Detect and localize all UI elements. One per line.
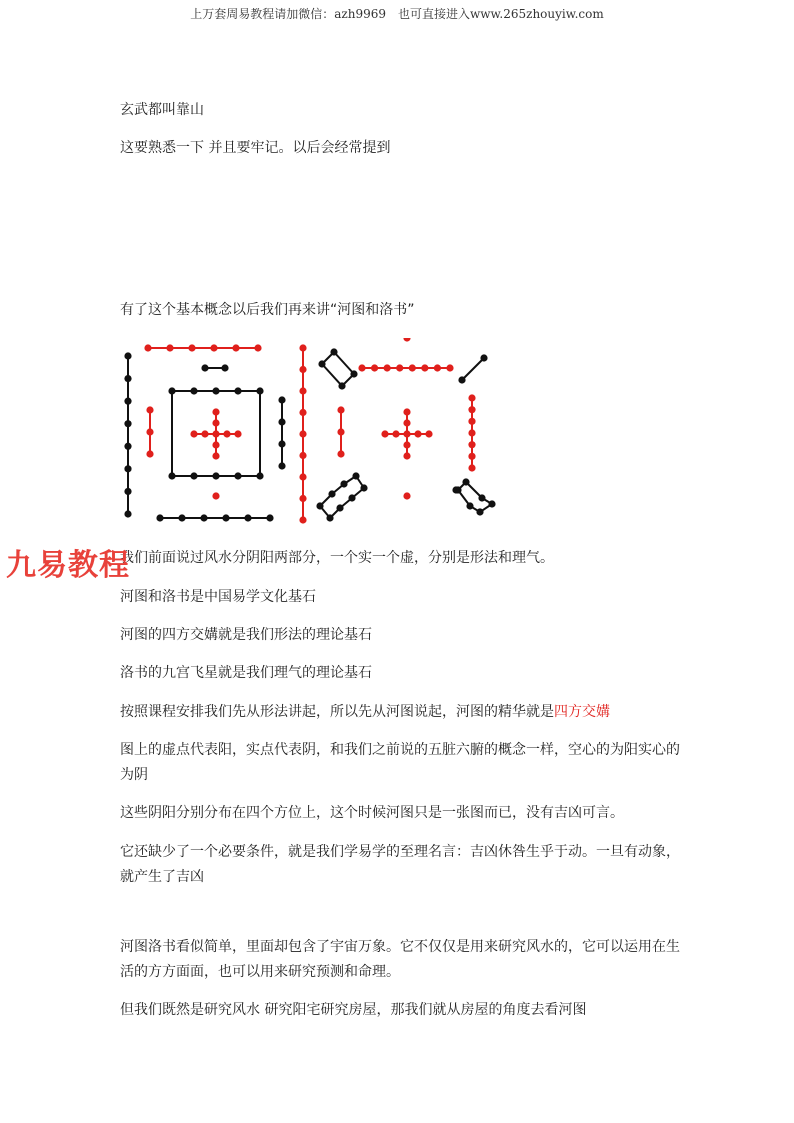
hetu-dot bbox=[468, 418, 475, 425]
hetu-dot bbox=[336, 504, 343, 511]
paragraph: 这些阴阳分别分布在四个方位上，这个时候河图只是一张图而已，没有吉凶可言。 bbox=[120, 805, 624, 821]
hetu-dot bbox=[468, 429, 475, 436]
hetu-dot bbox=[212, 492, 219, 499]
hetu-dot bbox=[299, 473, 306, 480]
hetu-dot bbox=[299, 430, 306, 437]
paragraph: 我们前面说过风水分阴阳两部分，一个实一个虚，分别是形法和理气。 bbox=[120, 550, 554, 566]
hetu-dot bbox=[421, 364, 428, 371]
hetu-dot bbox=[299, 452, 306, 459]
hetu-dot bbox=[212, 419, 219, 426]
hetu-dot bbox=[210, 344, 217, 351]
hetu-dot bbox=[278, 396, 285, 403]
hetu-dot bbox=[234, 430, 241, 437]
hetu-dot bbox=[403, 452, 410, 459]
hetu-dot bbox=[266, 514, 273, 521]
hetu-dot bbox=[124, 465, 131, 472]
hetu-dot bbox=[468, 406, 475, 413]
hetu-dot bbox=[223, 430, 230, 437]
hetu-dot bbox=[156, 514, 163, 521]
hetu-dot bbox=[201, 364, 208, 371]
hetu-dot bbox=[278, 418, 285, 425]
hetu-link bbox=[462, 358, 484, 380]
hetu-dot bbox=[478, 494, 485, 501]
hetu-dot bbox=[256, 472, 263, 479]
hetu-dot bbox=[124, 398, 131, 405]
hetu-dot bbox=[146, 428, 153, 435]
hetu-dot bbox=[452, 486, 459, 493]
watermark-logo: 九易教程 bbox=[6, 548, 130, 583]
hetu-dot bbox=[299, 366, 306, 373]
hetu-dot bbox=[403, 441, 410, 448]
page-header: 上万套周易教程请加微信：azh9969 也可直接进入www.265zhouyiw.com bbox=[190, 7, 604, 21]
hetu-dot bbox=[458, 376, 465, 383]
hetu-dot bbox=[124, 375, 131, 382]
hetu-dot bbox=[337, 406, 344, 413]
hetu-dot bbox=[468, 453, 475, 460]
hetu-dot bbox=[403, 419, 410, 426]
paragraph: 玄武都叫靠山 bbox=[120, 102, 204, 118]
hetu-dot bbox=[124, 352, 131, 359]
hetu-dot bbox=[124, 443, 131, 450]
paragraph: 河图和洛书是中国易学文化基石 bbox=[120, 589, 316, 605]
hetu-dot bbox=[212, 441, 219, 448]
paragraph: 河图的四方交媾就是我们形法的理论基石 bbox=[120, 627, 372, 643]
paragraph: 洛书的九宫飞星就是我们理气的理论基石 bbox=[120, 665, 372, 681]
hetu-dot bbox=[434, 364, 441, 371]
hetu-dot bbox=[146, 406, 153, 413]
hetu-dot bbox=[278, 440, 285, 447]
hetu-dot bbox=[222, 514, 229, 521]
highlight-text: 四方交媾 bbox=[554, 704, 610, 720]
hetu-dot bbox=[446, 364, 453, 371]
hetu-dot bbox=[200, 514, 207, 521]
hetu-dot bbox=[146, 450, 153, 457]
paragraph: 图上的虚点代表阳，实点代表阴，和我们之前说的五脏六腑的概念一样，空心的为阳实心的为阴 bbox=[120, 742, 680, 783]
hetu-dot bbox=[337, 450, 344, 457]
hetu-dot bbox=[124, 420, 131, 427]
hetu-dot bbox=[371, 364, 378, 371]
paragraph: 这要熟悉一下 并且要牢记。以后会经常提到 bbox=[120, 140, 391, 156]
paragraph: 有了这个基本概念以后我们再来讲“河图和洛书” bbox=[120, 302, 415, 318]
hetu-dot bbox=[190, 387, 197, 394]
hetu-dot bbox=[178, 514, 185, 521]
hetu-link bbox=[322, 352, 334, 364]
hetu-dot bbox=[466, 502, 473, 509]
hetu-dot bbox=[124, 510, 131, 517]
paragraph-text: 按照课程安排我们先从形法讲起，所以先从河图说起，河图的精华就是 bbox=[120, 704, 554, 720]
hetu-dot bbox=[201, 430, 208, 437]
paragraph: 它还缺少了一个必要条件，就是我们学易学的至理名言：吉凶休咎生乎于动。一旦有动象，就产生了吉凶 bbox=[120, 844, 680, 885]
hetu-dot bbox=[392, 430, 399, 437]
hetu-dot bbox=[190, 472, 197, 479]
hetu-dot bbox=[168, 472, 175, 479]
hetu-dot bbox=[337, 428, 344, 435]
hetu-dot bbox=[299, 387, 306, 394]
hetu-dot bbox=[348, 494, 355, 501]
hetu-link bbox=[342, 374, 354, 386]
hetu-dot bbox=[278, 462, 285, 469]
hetu-dot bbox=[244, 514, 251, 521]
hetu-dot bbox=[403, 430, 410, 437]
hetu-dot bbox=[425, 430, 432, 437]
hetu-dot bbox=[234, 472, 241, 479]
hetu-dot bbox=[403, 492, 410, 499]
hetu-dot bbox=[384, 364, 391, 371]
hetu-dot bbox=[212, 387, 219, 394]
hetu-link bbox=[334, 352, 354, 374]
hetu-dot bbox=[381, 430, 388, 437]
hetu-dot bbox=[188, 344, 195, 351]
hetu-dot bbox=[166, 344, 173, 351]
hetu-dot bbox=[403, 408, 410, 415]
hetu-dot bbox=[299, 516, 306, 523]
hetu-dot bbox=[256, 387, 263, 394]
hetu-dot bbox=[396, 364, 403, 371]
hetu-dot bbox=[299, 409, 306, 416]
hetu-dot bbox=[414, 430, 421, 437]
hetu-dot bbox=[403, 338, 410, 342]
hetu-dot bbox=[340, 480, 347, 487]
paragraph: 河图洛书看似简单，里面却包含了宇宙万象。它不仅仅是用来研究风水的，它可以运用在生活的方方面面，也可以用来研究预测和命理。 bbox=[120, 939, 680, 980]
hetu-dot bbox=[468, 394, 475, 401]
hetu-dot bbox=[124, 488, 131, 495]
hetu-link bbox=[322, 364, 342, 386]
hetu-dot bbox=[299, 495, 306, 502]
hetu-dot bbox=[212, 472, 219, 479]
hetu-dot bbox=[254, 344, 261, 351]
hetu-dot bbox=[212, 430, 219, 437]
hetu-dot bbox=[468, 441, 475, 448]
hetu-dot bbox=[212, 408, 219, 415]
hetu-link bbox=[356, 476, 364, 488]
hetu-dot bbox=[168, 387, 175, 394]
paragraph: 但我们既然是研究风水 研究阳宅研究房屋，那我们就从房屋的角度去看河图 bbox=[120, 1002, 587, 1018]
hetu-dot bbox=[299, 344, 306, 351]
hetu-dot bbox=[190, 430, 197, 437]
hetu-dot bbox=[328, 490, 335, 497]
hetu-diagram bbox=[118, 338, 498, 528]
hetu-dot bbox=[212, 452, 219, 459]
hetu-dot bbox=[234, 387, 241, 394]
hetu-dot bbox=[232, 344, 239, 351]
hetu-dot bbox=[144, 344, 151, 351]
hetu-dot bbox=[409, 364, 416, 371]
paragraph bbox=[120, 700, 680, 725]
hetu-dot bbox=[221, 364, 228, 371]
hetu-dot bbox=[468, 464, 475, 471]
hetu-dot bbox=[480, 354, 487, 361]
hetu-link bbox=[480, 504, 492, 512]
hetu-link bbox=[320, 506, 330, 518]
hetu-dot bbox=[358, 364, 365, 371]
